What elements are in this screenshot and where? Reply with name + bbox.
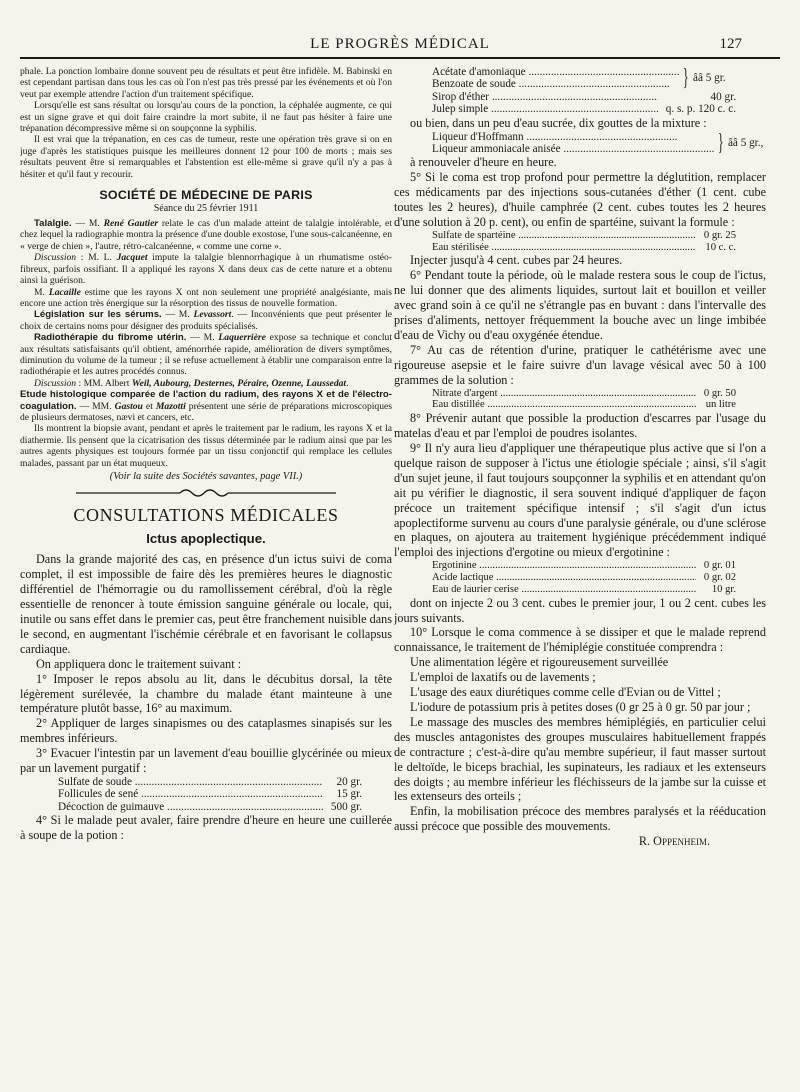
brace-glyph: } bbox=[683, 66, 690, 92]
text-fragment: estime que les rayons X ont non seulement une propriété analgésiante, mais encore une action très énergique sur la résorption des tissus de nouvelle formation. bbox=[20, 286, 392, 309]
author-name: Jacquet bbox=[116, 252, 148, 264]
author-name: Levassort bbox=[193, 309, 232, 321]
discussion-paragraph bbox=[20, 287, 392, 310]
discussion-label: Discussion bbox=[34, 252, 77, 264]
society-heading: SOCIÉTÉ DE MÉDECINE DE PARIS bbox=[99, 188, 313, 203]
text-fragment: impute la talalgie blennorrhagique à un rhumatisme ostéo-fibreux, parfois ossifiant. Il a appliqué les rayons X dans deux cas de cette nature et a obtenu ainsi la guérison. bbox=[20, 252, 392, 287]
paragraph: Dans la grande majorité des cas, en présence d'un ictus suivi de coma complet, il est impossible de faire dès les premières heures le diagnostic différentiel de l'hémorragie ou du ramollissement cérébral, d'où la règle essentielle de renoncer à toute émission sanguine générale ou locale, qui, inutile ou sans effet dans le premier cas, peut être franchement nuisible dans le second, en augmentant l'ischémie cérébrale et en favorisant le collapsus cardiaque. bbox=[20, 552, 392, 656]
paragraph: 10° Lorsque le coma commence à se dissiper et que le malade reprend connaissance, le traitement de l'hémiplégie constituée comprendra : bbox=[394, 625, 766, 655]
paragraph: à renouveler d'heure en heure. bbox=[410, 155, 557, 170]
topic-heading: Talalgie. bbox=[34, 218, 72, 230]
paragraph: Injecter jusqu'à 4 cent. cubes par 24 heures. bbox=[410, 253, 623, 268]
ingredient-quantity: 10 c. c. bbox=[705, 241, 736, 253]
ingredient-quantity: 500 gr. bbox=[330, 800, 362, 813]
ingredient-name: Sulfate de spartéine ..... bbox=[432, 230, 696, 242]
ingredient-name: Liqueur d'Hoffmann ..... bbox=[432, 131, 714, 143]
text-fragment: — M. bbox=[71, 218, 104, 230]
text-fragment: — M. bbox=[161, 309, 194, 321]
communication-etude bbox=[20, 389, 392, 423]
page-header bbox=[20, 32, 780, 58]
paragraph: 4° Si le malade peut avaler, faire prendre d'heure en heure une cuillerée à soupe de la potion : bbox=[20, 813, 392, 843]
paragraph: 1° Imposer le repos absolu au lit, dans le décubitus dorsal, la tête légèrement surélevée, la chambre du malade étant mainteune à une température plutôt basse, 16° au maximum. bbox=[20, 671, 392, 716]
paragraph: 2° Appliquer de larges sinapismes ou des cataplasmes sinapisés sur les membres inférieurs. bbox=[20, 716, 392, 746]
ingredient-name: Liqueur ammoniacale anisée ..... bbox=[432, 143, 714, 155]
paragraph: phale. La ponction lombaire donne souvent peu de résultats et peut être infidèle. M. Babinski en est cependant partisan dans tous les cas où l'on n'est pas très pressé par les événements et où l'on veut par exemple attendre l'action d'un traitement spécifique. bbox=[20, 66, 392, 100]
communication-serums bbox=[20, 309, 392, 332]
paragraph: L'iodure de potassium pris à petites doses (0 gr 25 à 0 gr. 50 par jour ; bbox=[410, 700, 751, 715]
paragraph: L'emploi de laxatifs ou de lavements ; bbox=[410, 670, 596, 685]
text-fragment: . — Inconvénients que peut présenter le choix de certains noms pour désigner des produits spécialisés. bbox=[20, 309, 392, 332]
topic-heading: Radiothérapie du fibrome utérin. bbox=[34, 332, 187, 344]
paragraph: Ils montrent la biopsie avant, pendant et après le traitement par le radium, les rayons X et la diathermie. Ils pensent que la cicatrisation des tissus déterminée par le radium ainsi que par les autres agents physiques est toujours formée par un tissu conjonctif qui remplace les cellules malades, passant par un état muqueux. bbox=[20, 423, 392, 469]
paragraph: dont on injecte 2 ou 3 cent. cubes le premier jour, 1 ou 2 cent. cubes les jours suivants. bbox=[394, 595, 766, 625]
text-fragment: . bbox=[346, 377, 349, 389]
ingredient-name: Julep simple ..... bbox=[432, 103, 658, 115]
author-name: Mazotti bbox=[155, 400, 186, 412]
ingredient-name: Décoction de guimauve ..... bbox=[58, 801, 323, 813]
header-rule bbox=[20, 57, 780, 59]
paragraph: 7° Au cas de rétention d'urine, pratiquer le cathétérisme avec une rigoureuse asepsie et le faire suivre d'un lavage vésical avec 50 à 100 grammes de la solution : bbox=[394, 342, 766, 387]
ingredient-quantity: 10 gr. bbox=[711, 583, 736, 595]
author-name: René Gautier bbox=[103, 218, 159, 230]
ingredient-quantity: ââ 5 gr. bbox=[693, 72, 726, 85]
ingredient-quantity: 0 gr. 50 bbox=[703, 387, 736, 399]
ornament-divider bbox=[20, 487, 392, 501]
section-title: CONSULTATIONS MÉDICALES bbox=[73, 505, 339, 526]
discussion-paragraph bbox=[20, 378, 392, 389]
paragraph: Lorsqu'elle est sans résultat ou lorsqu'au cours de la ponction, la céphalée augmente, ce qui est un signe grave et qui doit faire craindre la mort subite, il ne faut pas hésiter à faire une trépanation décompressive même si on soupçonne la syphilis. bbox=[20, 100, 392, 135]
ingredient-name: Sirop d'éther ..... bbox=[432, 91, 658, 103]
ingredient-quantity: 0 gr. 02 bbox=[703, 572, 736, 584]
communication-fibrome bbox=[20, 332, 392, 378]
continuation-note: (Voir la suite des Sociétés savantes, page VII.) bbox=[109, 471, 303, 482]
prescription-bracket bbox=[432, 66, 766, 91]
paragraph: 9° Il n'y aura lieu d'appliquer une thérapeutique plus active que si l'on a quelque raison de supposer à l'ictus une étiologie spéciale ; ainsi, s'il s'agit d'un sujet jeune, il faut toujours soupçonner la syphilis et en attendant qu'on ait pu vérifier le diagnostic, il sera souvent indiqué d'appliquer de façon précoce un traitement spécifique intensif ; s'il s'agit d'un ictus apoplectiforme survenu au cours d'une paralysie générale, ou d'une sclérose en plaques, on ajoutera au traitement hygiénique précédemment indiqué l'emploi des injections d'ergotine ou mieux d'ergotinine : bbox=[394, 441, 766, 560]
prescription-list bbox=[432, 388, 766, 412]
ingredient-quantity: q. s. p. 120 c. c. bbox=[665, 103, 736, 116]
paragraph: Une alimentation légère et rigoureusement surveillée bbox=[410, 655, 669, 670]
ingredient-quantity: 20 gr. bbox=[336, 776, 362, 788]
prescription-list bbox=[58, 776, 392, 813]
paragraph: Enfin, la mobilisation précoce des membres paralysés et la rééducation aussi précoce que possible des mouvements. bbox=[394, 804, 766, 834]
ingredient-quantity: un litre bbox=[705, 399, 736, 411]
author-signature: R. Oppenheim. bbox=[638, 834, 710, 849]
ingredient-name: Eau stérilisée ..... bbox=[432, 242, 696, 254]
ingredient-quantity: 40 gr. bbox=[710, 90, 736, 103]
topic-heading: Législation sur les sérums. bbox=[34, 309, 162, 321]
author-name: Lacaille bbox=[48, 286, 81, 298]
text-fragment: : M. L. bbox=[76, 252, 117, 264]
paragraph: 3° Evacuer l'intestin par un lavement d'eau bouillie glycérinée ou mieux par un lavement purgatif : bbox=[20, 746, 392, 776]
paragraph: 8° Prévenir autant que possible la production d'escarres par l'usage du matelas d'eau et par l'emploi de poudres isolantes. bbox=[394, 411, 766, 441]
discussion-label: Discussion bbox=[34, 377, 77, 389]
ingredient-name: Ergotinine ..... bbox=[432, 560, 696, 572]
paragraph: Il est vrai que la trépanation, en ces cas de tumeur, reste une opération très grave si on en juge d'après les statistiques puisque les meilleures donnent 12 pour 100 de morts ; mais ses résultats peuvent être si remarquables et l'abstention est elle-même si grave qu'il n'y a pas à hésiter et qu'il faut y recourir. bbox=[20, 134, 392, 180]
paragraph: On appliquera donc le traitement suivant : bbox=[36, 656, 242, 671]
paragraph: 6° Pendant toute la période, où le malade restera sous le coup de l'ictus, ne lui donner que des aliments liquides, surtout lait et bouillon et veiller avec grand soin à ce qu'il ne s'étrangle pas en buvant : dans l'intervalle des prises d'aliments, nettoyer fréquemment la bouche avec un linge imbibée d'eau de Vichy ou d'eau oxygénée étendue. bbox=[394, 268, 766, 342]
text-fragment: : MM. Albert bbox=[76, 377, 132, 389]
text-fragment: — M. bbox=[186, 332, 219, 344]
paragraph: Le massage des muscles des membres hémiplégiés, en particulier celui des muscles antagonistes des groupes musculaires habituellement frappés de contracture ; c'est-à-dire qu'au membre supérieur, il faut masser surtout le deltoïde, le biceps brachial, les supinateurs, les radiaux et les extenseurs des doigts ; au membre inférieur les fléchisseurs de la jambe sur la cuisse et les extenseurs des orteils ; bbox=[394, 714, 766, 804]
ingredient-name: Acétate d'amoniaque ..... bbox=[432, 66, 679, 78]
ingredient-name: Follicules de sené ..... bbox=[58, 788, 323, 800]
article-title: Ictus apoplectique. bbox=[146, 531, 266, 547]
ingredient-name: Acide lactique ..... bbox=[432, 572, 696, 584]
ingredient-quantity: ââ 5 gr., bbox=[727, 136, 764, 149]
prescription-list bbox=[432, 230, 766, 254]
paragraph: ou bien, dans un peu d'eau sucrée, dix gouttes de la mixture : bbox=[410, 115, 707, 130]
brace-glyph: } bbox=[718, 129, 725, 156]
author-name: Laquerrière bbox=[218, 332, 266, 344]
text-fragment: M. bbox=[34, 286, 49, 298]
ingredient-quantity: 0 gr. 01 bbox=[703, 560, 736, 572]
text-fragment: présentent une série de préparations microscopiques de plusieurs dermatoses, nævi et cancers, etc. bbox=[20, 400, 392, 423]
left-column bbox=[20, 66, 392, 843]
ingredient-name: Sulfate de soude ..... bbox=[58, 776, 323, 788]
session-date: Séance du 25 février 1911 bbox=[153, 203, 259, 215]
right-column bbox=[394, 66, 766, 849]
communication-talalgie bbox=[20, 218, 392, 252]
paragraph: 5° Si le coma est trop profond pour permettre la déglutition, remplacer ces médicaments par des injections sous-cutanées d'éther (1 cent. cube toutes les 2 heures), d'huile camphrée (2 cent. cubes toutes les 2 heures d'une solution à 20 p. cent), ou enfin de spartéine, suivant la formule : bbox=[394, 170, 766, 229]
text-fragment: — MM. bbox=[76, 400, 115, 412]
ingredient-name: Eau distillée ..... bbox=[432, 399, 696, 411]
text-fragment: relate le cas d'un malade atteint de talalgie intolérable, et chez lequel la radiographie montra la présence d'une double exostose, l'une sous-calcanéenne, en « verge de chien », l'autre, rétro-calcanéenne, « comme une corne ». bbox=[20, 218, 392, 252]
paragraph: L'usage des eaux diurétiques comme celle d'Evian ou de Vittel ; bbox=[410, 685, 721, 700]
prescription-bracket bbox=[432, 131, 766, 156]
prescription-list bbox=[432, 91, 766, 116]
journal-title: LE PROGRÈS MÉDICAL bbox=[310, 36, 490, 52]
ingredient-name: Nitrate d'argent ..... bbox=[432, 388, 696, 400]
discussion-paragraph bbox=[20, 252, 392, 286]
ingredient-name: Eau de laurier cerise ..... bbox=[432, 584, 696, 596]
prescription-list bbox=[432, 560, 766, 595]
author-names: Weil, Aubourg, Desternes, Péraire, Ozenne, Laussedat bbox=[131, 377, 347, 389]
ingredient-name: Benzoate de soude ..... bbox=[432, 78, 679, 90]
ingredient-quantity: 15 gr. bbox=[336, 788, 362, 801]
topic-heading: Etude histologique comparée de l'action du radium, des rayons X et de l'électro-coagulation. bbox=[20, 389, 392, 412]
page-number: 127 bbox=[719, 36, 742, 52]
ingredient-quantity: 0 gr. 25 bbox=[703, 229, 736, 241]
text-fragment: expose sa technique et conclut aux résultats satisfaisants qu'il obtient, aménorrhée rapide, amélioration de divers symptômes, diminution du volume de la tumeur ; il se refuse actuellement à établir une comparaison entre la radiothérapie et les autres procédés connus. bbox=[20, 332, 392, 378]
text-fragment: et bbox=[142, 400, 156, 412]
author-name: Gastou bbox=[114, 400, 143, 412]
